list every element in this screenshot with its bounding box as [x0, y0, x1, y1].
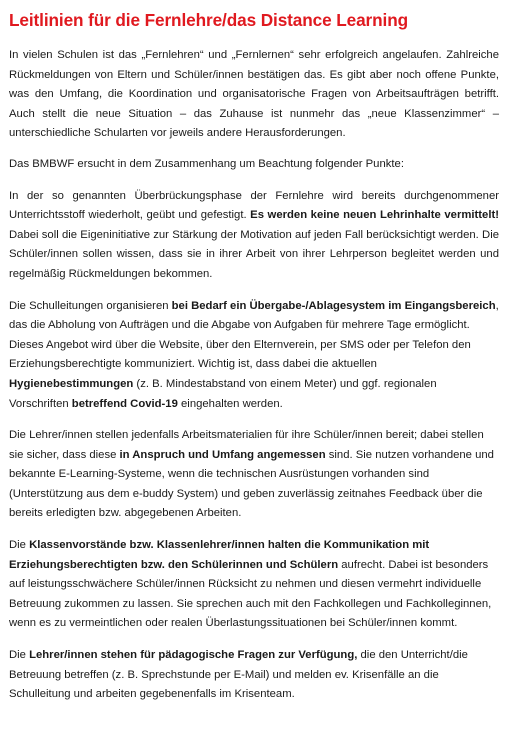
- paragraph-schulleitungen: [9, 297, 499, 415]
- klassenvorstaende-emphasis: Klassenvorstände bzw. Klassenlehrer/innen halten die Kommunikation mit Erziehungsberechtigten bzw. den Schülerinnen und Schülern: [9, 539, 430, 571]
- ueberbrueckung-text-2: Dabei soll die Eigeninitiative zur Stärkung der Motivation auf jeden Fall berücksichtigt werden. Die Schüler/innen sollen wissen, dass sie in ihrer Arbeit von ihrer Lehrperson begleitet werden und regelmäßig Rückmeldungen bekommen.: [9, 228, 499, 280]
- document: [9, 8, 499, 717]
- schulleitungen-emphasis-2: Hygienebestimmungen: [9, 377, 134, 390]
- paedagogik-text-1: Die: [9, 649, 30, 662]
- paedagogik-text-2: die den Unterricht/die Betreuung betreffen (z. B. Sprechstunde per E-Mail) und melden ev. Krisenfälle an die Schulleitung und arbeiten gegebenenfalls im Krisenteam.: [9, 649, 468, 701]
- schulleitungen-text-4: eingehalten werden.: [177, 397, 283, 410]
- paragraph-paedagogik: [9, 646, 499, 705]
- paragraph-bmbwf: [9, 155, 499, 175]
- schulleitungen-text-2: , das die Abholung von Aufträgen und die Abgabe von Aufgaben für mehrere Tage ermöglicht. Dieses Angebot wird über die Website, über den Elternverein, per SMS oder per Telefon den Erziehungsberechtigte kommuniziert. Wichtig ist, dass dabei die aktuellen: [9, 299, 499, 371]
- ueberbrueckung-emphasis: Es werden keine neuen Lehrinhalte vermittelt!: [250, 209, 500, 222]
- paragraph-arbeitsmaterialien: [9, 426, 499, 524]
- klassenvorstaende-text-1: Die: [9, 539, 30, 552]
- ueberbrueckung-text-1: In der so genannten Überbrückungsphase der Fernlehre wird bereits durchgenommener Unterrichtsstoff wiederholt, geübt und gefestigt.: [9, 189, 499, 222]
- schulleitungen-emphasis-3: betreffend Covid-19: [71, 397, 178, 410]
- paedagogik-emphasis: Lehrer/innen stehen für pädagogische Fragen zur Verfügung,: [29, 649, 358, 662]
- paragraph-klassenvorstaende: [9, 536, 499, 634]
- schulleitungen-emphasis-1: bei Bedarf ein Übergabe-/Ablagesystem im Eingangsbereich: [171, 299, 496, 312]
- paragraph-ueberbrueckung: [9, 187, 499, 285]
- arbeitsmaterialien-text-2: sind. Sie nutzen vorhandene und bekannte E-Learning-Systeme, wenn die technischen Ausrüstungen vorhanden sind (Unterstützung aus dem e-buddy System) und geben zuverlässig zeitnahes Feedback über die bereits erledigten bzw. abgegebenen Arbeiten.: [9, 448, 494, 520]
- arbeitsmaterialien-text-1: Die Lehrer/innen stellen jedenfalls Arbeitsmaterialien für ihre Schüler/innen bereit; dabei stellen sie sicher, dass diese: [9, 429, 484, 461]
- intro-text: In vielen Schulen ist das „Fernlehren“ und „Fernlernen“ sehr erfolgreich angelaufen. Zahlreiche Rückmeldungen von Eltern und Schüler/innen bestätigen das. Es gibt aber noch offene Punkte, was den Umfang, die Koordination und organisatorische Fragen von Arbeitsaufträgen betrifft. Auch stellt die neue Situation – das Zuhause ist nunmehr das „neue Klassenzimmer“ – unterschiedliche Schularten vor jeweils andere Herausforderungen.: [9, 49, 499, 140]
- klassenvorstaende-text-2: aufrecht. Dabei ist besonders auf leistungsschwächere Schüler/innen Rücksicht zu nehmen und diesen vermehrt individuelle Betreuung zukommen zu lassen. Sie sprechen auch mit den Fachkollegen und Fachkolleginnen, wenn es zu vermeintlichen oder realen Überlastungssituationen bei Schüler/innen kommt.: [9, 558, 492, 630]
- arbeitsmaterialien-emphasis: in Anspruch und Umfang angemessen: [119, 448, 326, 461]
- bmbwf-text: Das BMBWF ersucht in dem Zusammenhang um Beachtung folgender Punkte:: [9, 157, 404, 170]
- schulleitungen-text-3: (z. B. Mindestabstand von einem Meter) und ggf. regionalen Vorschriften: [9, 377, 437, 410]
- paragraph-intro: [9, 46, 499, 144]
- schulleitungen-text-1: Die Schulleitungen organisieren: [9, 299, 172, 312]
- document-title: Leitlinien für die Fernlehre/das Distance Learning: [9, 10, 408, 30]
